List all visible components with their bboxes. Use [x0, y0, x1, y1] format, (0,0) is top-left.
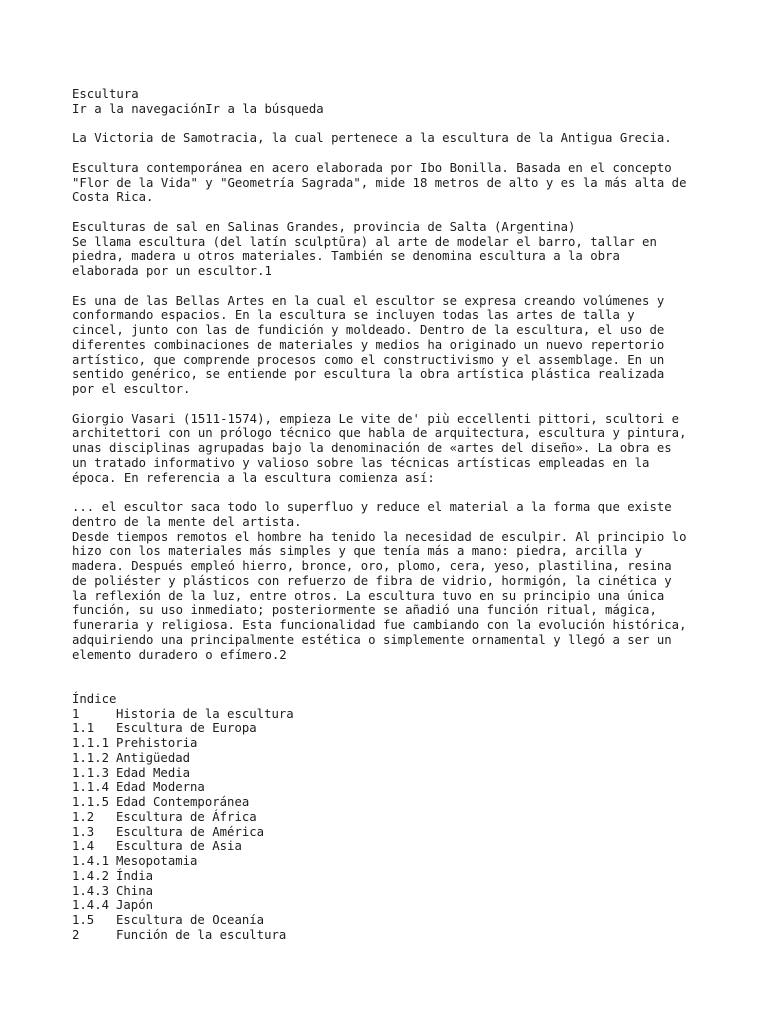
document-page — [72, 87, 712, 943]
toc-item[interactable] — [72, 884, 712, 899]
toc-number: 1.1.3 — [72, 765, 110, 780]
paragraph-line: hizo con los materiales más simples y que tenía más a mano: piedra, arcilla y — [72, 544, 643, 559]
quote-line: dentro de la mente del artista. — [72, 514, 302, 529]
paragraph-line: Desde tiempos remotos el hombre ha tenido la necesidad de esculpir. Al principio lo — [72, 529, 687, 544]
toc-number: 2 — [72, 927, 80, 942]
toc-item[interactable] — [72, 736, 712, 751]
toc-number: 1.4.1 — [72, 854, 110, 868]
toc-item[interactable] — [72, 854, 712, 869]
caption-contemporanea-line: "Flor de la Vida" y "Geometría Sagrada", mide 18 metros de alto y es la más alta de — [72, 175, 687, 190]
toc-number: 1.1.5 — [72, 795, 110, 809]
toc-item[interactable] — [72, 721, 712, 736]
page-title: Escultura — [72, 87, 139, 101]
toc-label[interactable]: Índia — [116, 868, 154, 883]
toc-label[interactable]: Escultura de América — [116, 824, 265, 839]
paragraph-line: función, su uso inmediato; posteriormente se añadió una función ritual, mágica, — [72, 603, 657, 618]
paragraph-line: Es una de las Bellas Artes en la cual el escultor se expresa creando volúmenes y — [72, 293, 665, 308]
toc-label[interactable]: Edad Media — [116, 765, 191, 780]
paragraph-line: unas disciplinas agrupadas bajo la denominación de «artes del diseño». La obra es — [72, 441, 672, 455]
paragraph-line: época. En referencia a la escultura comienza así: — [72, 470, 435, 485]
toc-number: 1.1.4 — [72, 780, 110, 795]
toc-number: 1.1.2 — [72, 750, 110, 765]
toc-item[interactable] — [72, 780, 712, 795]
toc-label[interactable]: Edad Moderna — [116, 780, 205, 795]
toc-number: 1.4.2 — [72, 868, 110, 883]
paragraph-line: cincel, junto con las de fundición y moldeado. Dentro de la escultura, el uso de — [72, 323, 665, 337]
toc-label[interactable]: Escultura de Oceanía — [116, 913, 265, 927]
spacer — [72, 205, 712, 220]
toc-number: 1.4.4 — [72, 898, 110, 913]
toc-item[interactable] — [72, 928, 712, 943]
toc-item[interactable] — [72, 766, 712, 781]
toc-item[interactable] — [72, 913, 712, 928]
caption-victoria: La Victoria de Samotracia, la cual pertenece a la escultura de la Antigua Grecia. — [72, 131, 672, 146]
toc-number: 1 — [72, 706, 80, 721]
paragraph-line: adquiriendo una principalmente estética o simplemente ornamental y llegó a ser un — [72, 632, 672, 647]
paragraph-line: sentido genérico, se entiende por escultura la obra artística plástica realizada — [72, 367, 665, 382]
toc-label[interactable]: Historia de la escultura — [116, 706, 294, 721]
nav-links-line[interactable]: Ir a la navegaciónIr a la búsqueda — [72, 101, 324, 116]
toc-label[interactable]: Edad Contemporánea — [116, 795, 250, 809]
intro-line: piedra, madera u otros materiales. También se denomina escultura a la obra — [72, 249, 620, 264]
spacer — [72, 397, 712, 412]
spacer — [72, 485, 712, 500]
toc-label[interactable]: Escultura de Asia — [116, 839, 242, 854]
intro-line: elaborada por un escultor.1 — [72, 264, 272, 278]
toc-number: 1.4 — [72, 839, 95, 854]
spacer — [72, 662, 712, 692]
caption-sal: Esculturas de sal en Salinas Grandes, provincia de Salta (Argentina) — [72, 219, 576, 234]
toc-label[interactable]: Prehistoria — [116, 736, 198, 750]
toc-number: 1.1.1 — [72, 736, 110, 750]
toc-number: 1.5 — [72, 913, 95, 927]
paragraph-line: Giorgio Vasari (1511-1574), empieza Le vite de' più eccellenti pittori, scultori e — [72, 411, 680, 426]
paragraph-line: architettori con un prólogo técnico que habla de arquitectura, escultura y pintura, — [72, 426, 687, 441]
toc-number: 1.2 — [72, 809, 95, 824]
toc-label[interactable]: Escultura de África — [116, 809, 257, 824]
spacer — [72, 146, 712, 161]
toc-item[interactable] — [72, 795, 712, 810]
intro-line: Se llama escultura (del latín sculptūra) al arte de modelar el barro, tallar en — [72, 234, 657, 249]
paragraph-line: diferentes combinaciones de materiales y medios ha originado un nuevo repertorio — [72, 337, 665, 352]
paragraph-line: por el escultor. — [72, 382, 191, 396]
spacer — [72, 279, 712, 294]
toc-heading: Índice — [72, 691, 117, 706]
toc-label[interactable]: Antigüedad — [116, 750, 191, 765]
toc-item[interactable] — [72, 707, 712, 722]
toc-number: 1.4.3 — [72, 883, 110, 898]
toc-number: 1.3 — [72, 824, 95, 839]
paragraph-line: de poliéster y plásticos con refuerzo de fibra de vidrio, hormigón, la cinética y — [72, 573, 672, 588]
toc-item[interactable] — [72, 898, 712, 913]
paragraph-line: la reflexión de la luz, entre otros. La escultura tuvo en su principio una única — [72, 588, 665, 603]
paragraph-line: conformando espacios. En la escultura se incluyen todas las artes de talla y — [72, 308, 635, 323]
paragraph-line: elemento duradero o efímero.2 — [72, 647, 287, 662]
toc-label[interactable]: Japón — [116, 898, 154, 913]
caption-contemporanea-line: Escultura contemporánea en acero elaborada por Ibo Bonilla. Basada en el concepto — [72, 160, 672, 175]
toc-item[interactable] — [72, 825, 712, 840]
toc-item[interactable] — [72, 810, 712, 825]
toc-item[interactable] — [72, 751, 712, 766]
toc-label[interactable]: Función de la escultura — [116, 927, 287, 942]
paragraph-line: funeraria y religiosa. Esta funcionalidad fue cambiando con la evolución histórica, — [72, 618, 687, 632]
toc-label[interactable]: Escultura de Europa — [116, 721, 257, 736]
paragraph-line: un tratado informativo y valioso sobre las técnicas artísticas empleadas en la — [72, 455, 650, 470]
toc-item[interactable] — [72, 869, 712, 884]
spacer — [72, 117, 712, 132]
toc-item[interactable] — [72, 839, 712, 854]
caption-contemporanea-line: Costa Rica. — [72, 190, 154, 205]
toc-number: 1.1 — [72, 721, 95, 736]
paragraph-line: artístico, que comprende procesos como el constructivismo y el assemblage. En un — [72, 352, 665, 367]
toc-label[interactable]: China — [116, 883, 154, 898]
toc-label[interactable]: Mesopotamia — [116, 854, 198, 868]
paragraph-line: madera. Después empleó hierro, bronce, oro, plomo, cera, yeso, plastilina, resina — [72, 559, 672, 573]
quote-line: ... el escultor saca todo lo superfluo y reduce el material a la forma que existe — [72, 500, 672, 514]
